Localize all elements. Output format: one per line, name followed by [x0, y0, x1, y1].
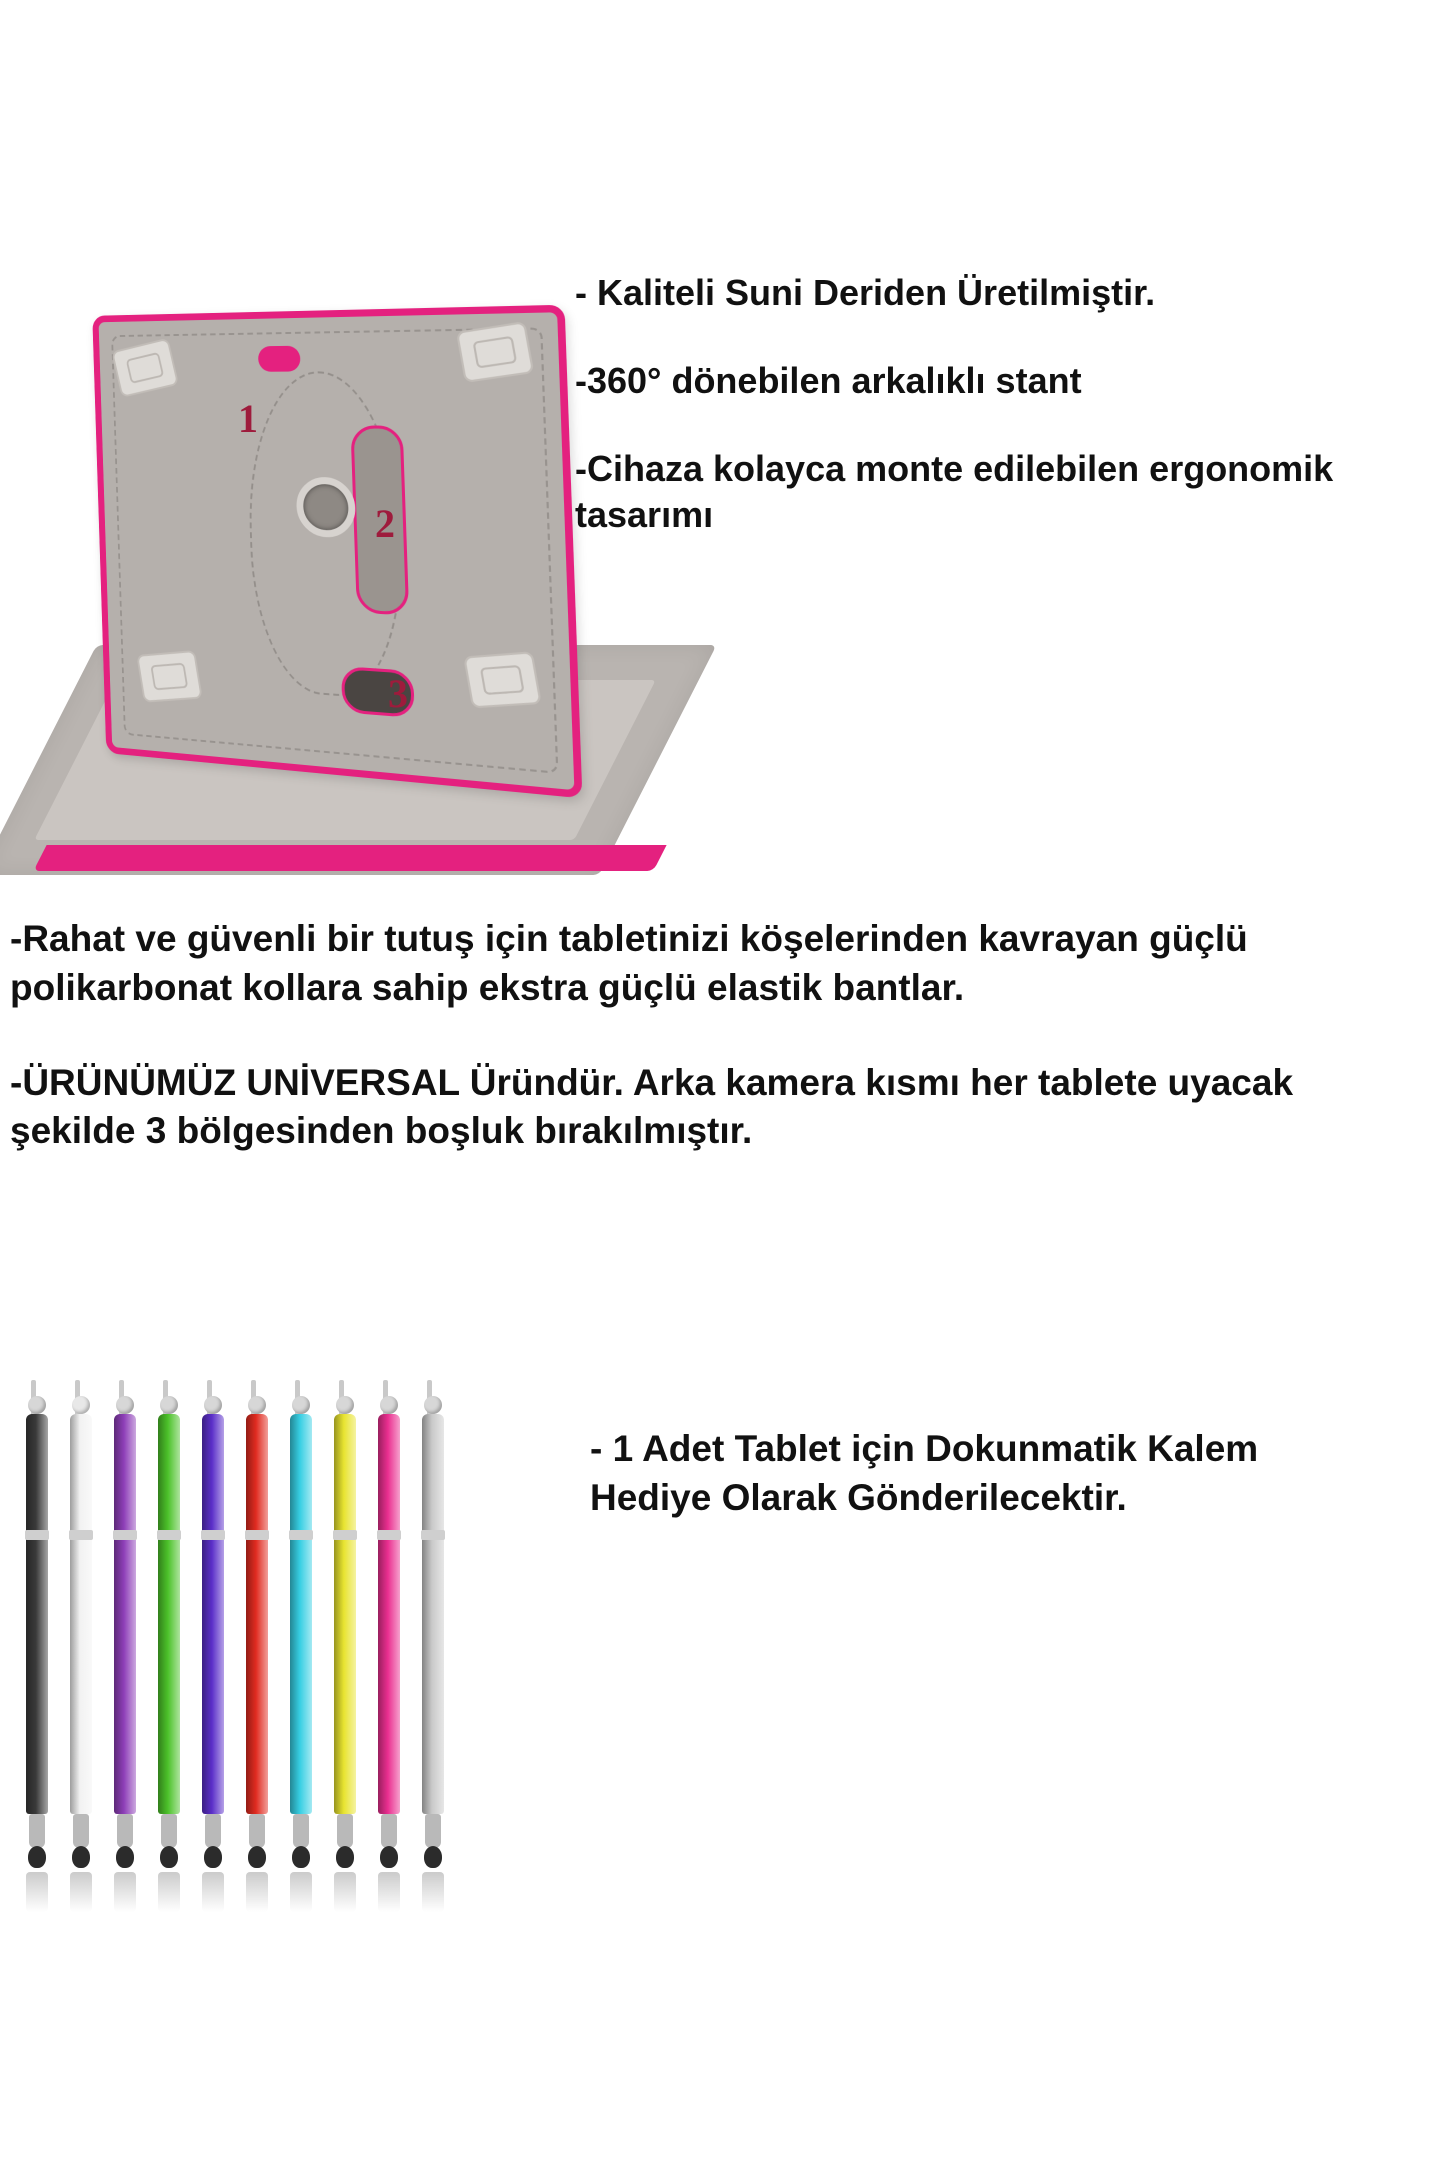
stylus-pen-10 [418, 1380, 448, 1900]
stylus-pen-6 [242, 1380, 272, 1900]
pen-cap [248, 1396, 266, 1414]
pen-tip [424, 1846, 442, 1868]
pen-reflection [26, 1872, 48, 1912]
pen-ring [289, 1530, 313, 1540]
pen-ring [421, 1530, 445, 1540]
corner-clip-bottom-right [463, 651, 542, 708]
pen-body [246, 1414, 268, 1814]
stylus-pen-1 [22, 1380, 52, 1900]
pen-taper [425, 1814, 441, 1848]
stylus-pen-4 [154, 1380, 184, 1900]
pen-ring [201, 1530, 225, 1540]
pen-body [290, 1414, 312, 1814]
pen-ring [157, 1530, 181, 1540]
pen-tip [336, 1846, 354, 1868]
pen-cap [292, 1396, 310, 1414]
pen-body [70, 1414, 92, 1814]
pen-cap [160, 1396, 178, 1414]
top-bullet-list [575, 270, 1405, 580]
pen-taper [381, 1814, 397, 1848]
pen-cap [204, 1396, 222, 1414]
pen-ring [113, 1530, 137, 1540]
pen-ring [25, 1530, 49, 1540]
corner-clip-top-right [456, 321, 534, 383]
pen-body [158, 1414, 180, 1814]
pen-reflection [114, 1872, 136, 1912]
pen-tip [72, 1846, 90, 1868]
case-back-panel [92, 305, 582, 799]
stylus-pens-image [22, 1380, 582, 1900]
pen-ring [333, 1530, 357, 1540]
pen-reflection [290, 1872, 312, 1912]
pen-reflection [246, 1872, 268, 1912]
pen-tip [28, 1846, 46, 1868]
stylus-pen-7 [286, 1380, 316, 1900]
pen-cap [116, 1396, 134, 1414]
pen-taper [117, 1814, 133, 1848]
pen-tip [292, 1846, 310, 1868]
stylus-pen-8 [330, 1380, 360, 1900]
pen-cap [72, 1396, 90, 1414]
pen-tip [204, 1846, 222, 1868]
pen-cap [28, 1396, 46, 1414]
pen-reflection [378, 1872, 400, 1912]
middle-text-section [10, 915, 1350, 1202]
top-section [0, 230, 1440, 910]
pen-tip [116, 1846, 134, 1868]
pen-taper [249, 1814, 265, 1848]
pen-body [378, 1414, 400, 1814]
pen-reflection [158, 1872, 180, 1912]
pens-section [0, 1350, 1440, 1990]
callout-number-3: 3 [388, 671, 408, 716]
pen-tip [160, 1846, 178, 1868]
pen-cap [424, 1396, 442, 1414]
pen-taper [205, 1814, 221, 1848]
callout-number-1: 1 [238, 396, 258, 441]
pen-taper [29, 1814, 45, 1848]
pen-tip [380, 1846, 398, 1868]
pen-body [114, 1414, 136, 1814]
pen-body [334, 1414, 356, 1814]
pen-ring [245, 1530, 269, 1540]
stylus-pen-2 [66, 1380, 96, 1900]
pen-body [202, 1414, 224, 1814]
pen-body [26, 1414, 48, 1814]
paragraph-elastic-bands: -Rahat ve güvenli bir tutuş için tabletinizi köşelerinden kavrayan güçlü polikarbonat kollara sahip ekstra güçlü elastik bantlar. [10, 918, 1248, 1008]
pen-tip [248, 1846, 266, 1868]
pen-reflection [422, 1872, 444, 1912]
stylus-pen-9 [374, 1380, 404, 1900]
pen-reflection [70, 1872, 92, 1912]
pen-cap [336, 1396, 354, 1414]
pen-taper [337, 1814, 353, 1848]
bullet-ergonomic-design: -Cihaza kolayca monte edilebilen ergonomik tasarımı [575, 448, 1334, 536]
bullet-material: - Kaliteli Suni Deriden Üretilmiştir. [575, 272, 1156, 313]
pen-body [422, 1414, 444, 1814]
pen-reflection [202, 1872, 224, 1912]
pen-ring [69, 1530, 93, 1540]
stylus-pen-5 [198, 1380, 228, 1900]
corner-clip-bottom-left [136, 650, 202, 703]
case-stand-base-edge [33, 845, 666, 871]
pen-ring [377, 1530, 401, 1540]
paragraph-universal-product: -ÜRÜNÜMÜZ UNİVERSAL Üründür. Arka kamera kısmı her tablete uyacak şekilde 3 bölgesinden boşluk bırakılmıştır. [10, 1061, 1294, 1152]
bullet-rotation: -360° dönebilen arkalıklı stant [575, 360, 1082, 402]
pen-reflection [334, 1872, 356, 1912]
pen-cap [380, 1396, 398, 1414]
paragraph-free-stylus-gift: - 1 Adet Tablet için Dokunmatik Kalem Hediye Olarak Gönderilecektir. [590, 1428, 1259, 1518]
stylus-pen-3 [110, 1380, 140, 1900]
pen-taper [73, 1814, 89, 1848]
callout-number-2: 2 [375, 501, 395, 546]
camera-cutout-1 [258, 346, 301, 372]
pen-taper [161, 1814, 177, 1848]
pen-taper [293, 1814, 309, 1848]
